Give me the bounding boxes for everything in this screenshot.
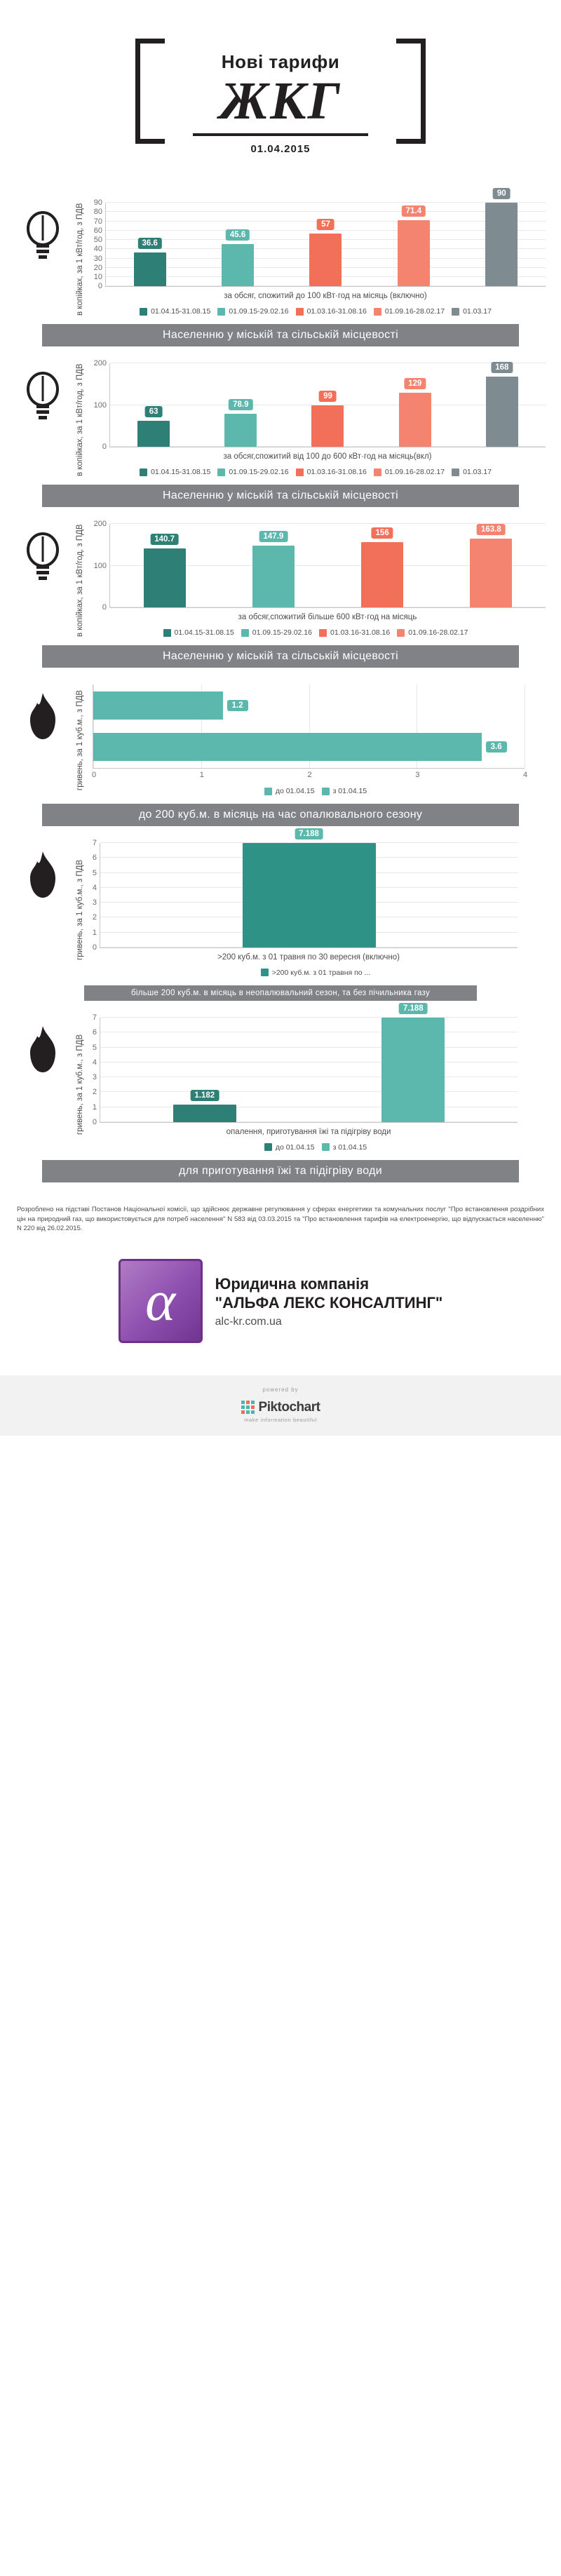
y-axis-label: гривень, за 1 куб.м., з ПДВ [76,689,84,790]
section-electricity-over-600 [0,511,561,672]
bar [381,1004,445,1122]
legend-label: 01.09.15-29.02.16 [252,628,312,637]
bar-value-label: 7.188 [295,828,323,839]
bar-value-label: 140.7 [150,534,179,545]
bar-value-label: 71.4 [402,205,426,217]
bar [252,532,295,607]
legend-swatch [374,468,381,476]
legend-swatch [264,1143,272,1151]
legend-label: 01.03.16-31.08.16 [306,307,367,316]
icon-column [13,203,73,316]
piktochart-tagline: make information beautiful [244,1416,317,1423]
legend-swatch [374,308,381,316]
piktochart-footer [0,1375,561,1436]
lightbulb-icon [22,370,63,421]
plot-area: 0 1 2 3 4 1.2 3.6 [93,685,525,769]
x-axis-caption: за обсяг,спожитий від 100 до 600 кВт·год на місяць(вкл) [223,452,432,461]
section-band: для приготування їжі та підігріву води [42,1160,519,1182]
legend-item [452,307,492,316]
bar-value-label: 78.9 [229,399,252,410]
header-subtitle: Нові тарифи [221,51,340,72]
header-title: ЖКГ [219,72,342,130]
company-logo: α [119,1259,203,1343]
legend-item [296,468,367,476]
legend-label: до 01.04.15 [275,1142,315,1152]
legend [86,307,546,316]
legend-swatch [397,629,405,637]
section-band: Населенню у міській та сільській місцевості [42,485,519,507]
legend-swatch [163,629,171,637]
bar-value-label: 147.9 [259,531,288,542]
bar [224,400,257,447]
y-axis-label: гривень, за 1 куб.м., з ПДВ [76,859,84,961]
bar-value-label: 57 [317,219,334,230]
icon-column [13,843,73,977]
flame-icon [25,692,61,742]
header-box [130,39,431,169]
bar-value-label: 156 [372,527,393,539]
legend-label: 01.03.17 [463,468,492,477]
legend-swatch [322,1143,330,1151]
plot-area: 7 6 5 4 3 2 1 0 7.188 [100,843,518,948]
piktochart-mark-icon [241,1401,255,1414]
lightbulb-icon [22,531,63,581]
icon-column [13,1018,73,1152]
bar [398,206,430,286]
footnote: Розроблено на підставі Постанов Національної комісії, що здійснює державне регулювання у сферах енергетики та комунальних послуг "Про встановлення роздрібних цін на природний газ, що використовується для потреб населення" N 583 від 03.03.2015 та "Про встановлення тарифів на електроенергію, що відпускається населенню" N 220 від 26.02.2015. [17,1205,544,1233]
company-name-line1: Юридична компанія [215,1274,370,1293]
legend-swatch [241,629,249,637]
icon-column [13,524,73,637]
icon-column [13,363,73,476]
legend-label: 01.09.16-28.02.17 [384,468,445,477]
legend-label: з 01.04.15 [332,787,367,795]
bar [399,379,431,447]
x-axis-caption: >200 куб.м. з 01 травня по 30 вересня (включно) [217,953,400,962]
legend-item [374,307,445,316]
legend-item [241,628,312,637]
company-info [215,1274,443,1328]
legend-label: 01.04.15-31.08.15 [174,628,234,637]
legend-item [397,628,468,637]
lightbulb-icon [22,210,63,260]
legend-item [296,307,367,316]
bar [93,692,525,720]
bar [311,392,344,447]
header-date: 01.04.2015 [250,143,311,156]
legend-item [264,787,315,795]
legend-item [322,787,367,795]
y-axis-label: гривень, за 1 куб.м., з ПДВ [76,1034,84,1135]
legend-label: 01.09.16-28.02.17 [408,628,468,637]
flame-icon [25,1025,61,1075]
y-axis-label: в копійках, за 1 кВт/год, з ПДВ [76,524,84,637]
bar [144,535,186,607]
legend-swatch [296,308,304,316]
bar [222,230,254,286]
icon-column [13,685,73,795]
legend-label: 01.03.16-31.08.16 [306,468,367,477]
company-website[interactable]: alc-kr.com.ua [215,1315,282,1328]
legend-label: 01.09.15-29.02.16 [229,307,289,316]
bar-value-label: 45.6 [226,229,250,241]
legend-swatch [261,969,269,976]
legend-item [452,468,492,476]
legend [86,468,546,476]
header-divider [193,133,368,136]
footer [0,1259,561,1343]
section-electricity-100-600 [0,351,561,511]
legend-label: до 01.04.15 [275,787,315,795]
section-gas-under-200 [0,672,561,830]
legend-swatch [322,788,330,795]
bar [470,525,512,607]
x-axis-caption: опалення, приготування їжі та підігріву води [226,1127,391,1136]
bar-value-label: 90 [493,188,511,199]
bar [309,220,342,286]
header [0,0,561,190]
legend-swatch [452,308,459,316]
legend [86,787,546,795]
plot-area: 200 100 0 63 78.9 99 129 168 [109,363,546,447]
plot-area: 7 6 5 4 3 2 1 0 1.182 7.188 [100,1018,518,1123]
legend-swatch [264,788,272,795]
legend [86,1143,546,1152]
legend-swatch [296,468,304,476]
plot-area: 200 100 0 140.7 147.9 156 163.8 [109,524,546,608]
legend-item [264,1143,315,1152]
section-gas-over-200-summer [0,830,561,1005]
bar [137,407,170,447]
bar-value-label: 129 [404,378,426,389]
bar [134,238,166,286]
bar-value-label: 99 [319,391,337,402]
legend-item [319,628,390,637]
section-band: до 200 куб.м. в місяць на час опалювального сезону [42,804,519,826]
legend-label: 01.04.15-31.08.15 [151,468,211,477]
section-band: Населенню у міській та сільській місцевості [42,645,519,668]
legend-item [217,307,288,316]
bar [485,189,518,286]
bar [173,1091,236,1122]
bar [486,363,518,447]
legend-swatch [140,468,147,476]
legend-item [217,468,288,476]
y-axis-label: в копійках, за 1 кВт/год, з ПДВ [76,203,84,316]
plot-area: 90 80 70 60 50 40 30 20 10 0 36.6 45.6 57 71.4 90 [105,203,546,287]
bar-value-label: 1.2 [227,700,248,711]
piktochart-logo[interactable] [241,1400,320,1415]
bar-value-label: 163.8 [477,524,506,535]
legend-swatch [140,308,147,316]
legend-swatch [217,468,225,476]
legend [86,628,546,637]
bar-value-label: 168 [491,362,513,373]
bar-value-label: 1.182 [190,1090,219,1101]
legend-item [140,307,210,316]
bar-value-label: 63 [145,406,163,417]
y-axis-label: в копійках, за 1 кВт/год, з ПДВ [76,363,84,476]
section-gas-cooking-water [0,1005,561,1187]
legend-label: 01.04.15-31.08.15 [151,307,211,316]
bar [361,529,403,607]
legend-label: 01.03.16-31.08.16 [330,628,391,637]
legend-item [374,468,445,476]
powered-by-label: powered by [262,1387,299,1394]
legend-item [261,969,371,977]
bar-value-label: 7.188 [399,1003,428,1014]
bar-value-label: 36.6 [137,238,161,249]
piktochart-name: Piktochart [258,1399,320,1415]
bar [243,830,376,948]
legend-item [163,628,234,637]
legend-label: з 01.04.15 [332,1142,367,1152]
legend [86,969,546,977]
x-axis-caption: за обсяг, спожитий до 100 кВт·год на місяць (включно) [224,292,427,301]
section-band: Населенню у міській та сільській місцевості [42,324,519,346]
legend-label: 01.09.16-28.02.17 [384,307,445,316]
section-electricity-under-100 [0,190,561,351]
bracket-left-decoration [135,39,165,144]
section-band: більше 200 куб.м. в місяць в неопалювальний сезон, та без пічильника газу [84,985,477,1001]
legend-item [140,468,210,476]
flame-icon [25,850,61,901]
x-axis-caption: за обсяг,спожитий більше 600 кВт·год на місяць [238,613,417,622]
legend-swatch [217,308,225,316]
bar-value-label: 3.6 [486,741,507,753]
legend-swatch [452,468,459,476]
legend-item [322,1143,367,1152]
legend-label: 01.09.15-29.02.16 [229,468,289,477]
legend-swatch [319,629,327,637]
bracket-right-decoration [396,39,426,144]
company-name-line2: "АЛЬФА ЛЕКС КОНСАЛТИНГ" [215,1294,443,1312]
bar [93,733,525,761]
legend-label: >200 куб.м. з 01 травня по ... [271,968,371,977]
legend-label: 01.03.17 [463,307,492,316]
